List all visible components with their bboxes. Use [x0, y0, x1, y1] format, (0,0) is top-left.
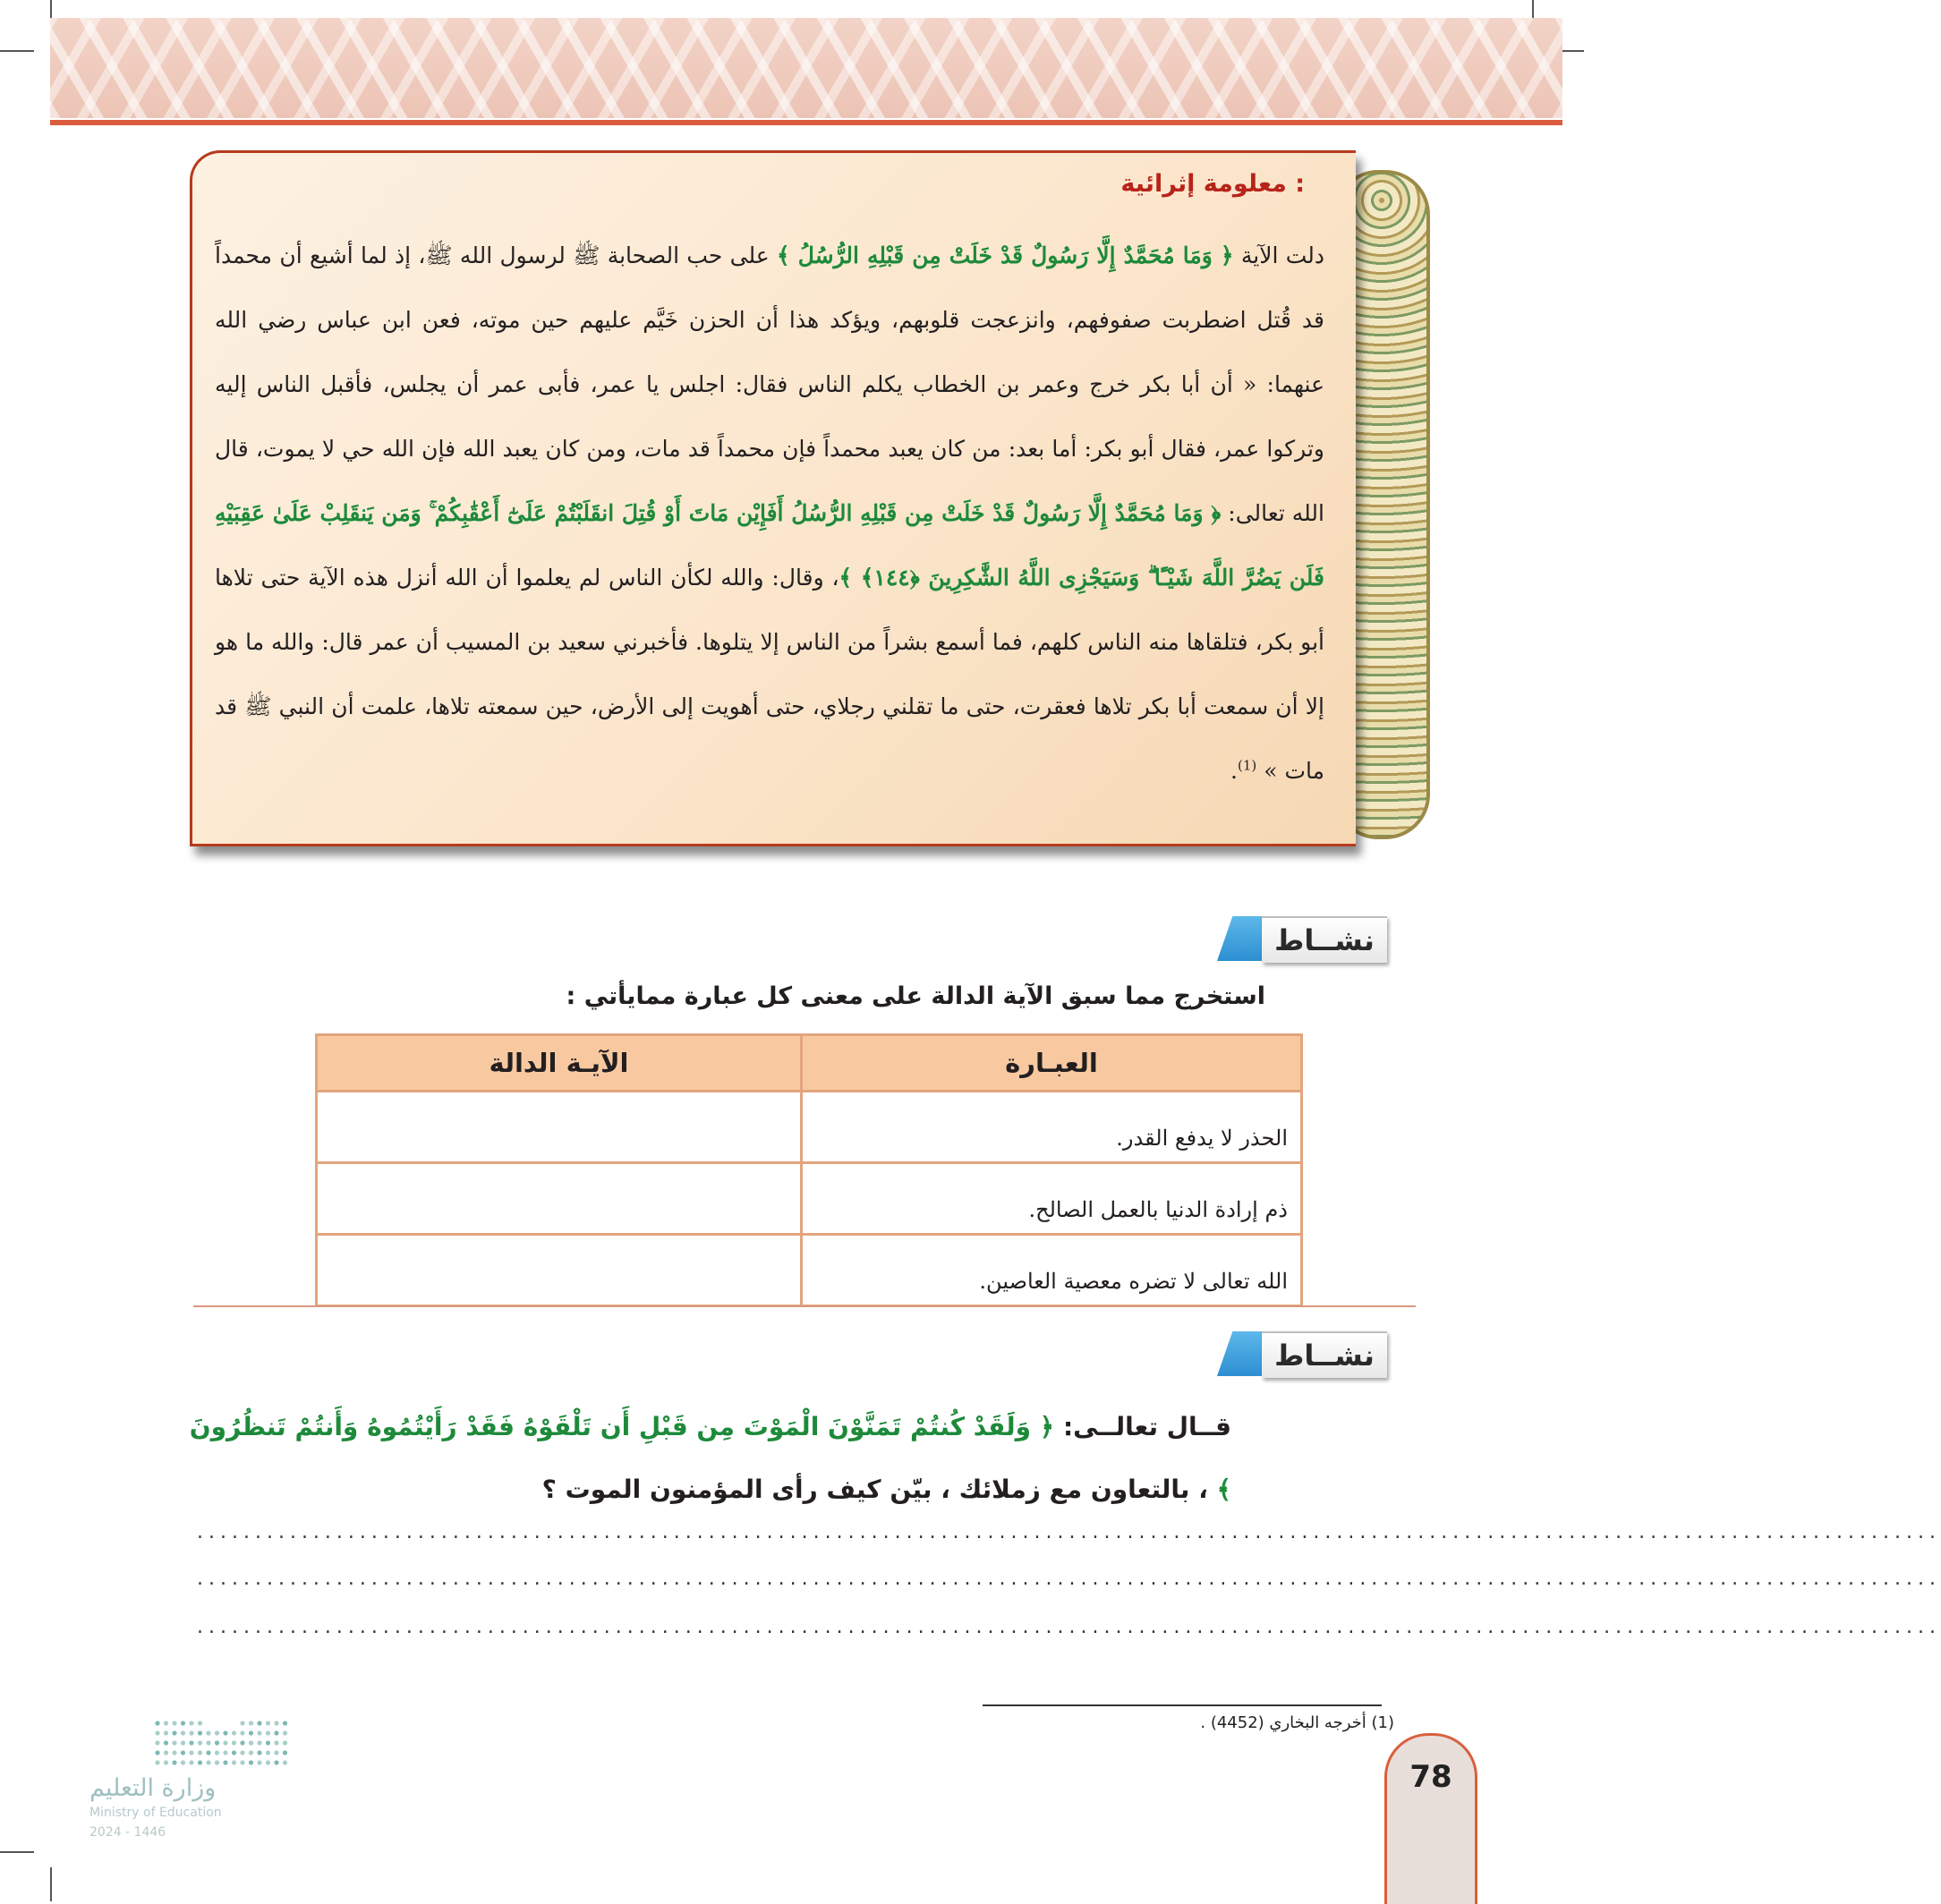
logo-dot [172, 1750, 176, 1755]
header-ornament-band [50, 18, 1562, 118]
activity-table [315, 1033, 1303, 1307]
logo-dot [198, 1750, 202, 1755]
logo-dot [283, 1760, 287, 1764]
activity-tag-label: نشــاط [1262, 916, 1387, 963]
question-ayah: ﴿ وَلَقَدْ كُنتُمْ تَمَنَّوْنَ الْمَوْتَ مِن قَبْلِ أَن تَلْقَوْهُ فَقَدْ رَأَيْتُمُوهُ وَأَنتُمْ تَنظُرُونَ ﴾ [189, 1412, 1231, 1504]
section-divider [193, 1305, 1416, 1307]
logo-dot [155, 1740, 159, 1745]
logo-dot [189, 1740, 193, 1745]
logo-dot [266, 1760, 270, 1764]
logo-dot [223, 1740, 227, 1745]
info-text: دلت الآية [1233, 242, 1324, 268]
logo-dot [181, 1730, 185, 1735]
footnote-rule [983, 1704, 1382, 1706]
table-header-row [317, 1035, 1302, 1092]
logo-dot [155, 1730, 159, 1735]
logo-dot [223, 1730, 227, 1735]
logo-dot [189, 1750, 193, 1755]
crop-mark [50, 1867, 52, 1901]
logo-dot [257, 1740, 261, 1745]
logo-dot [249, 1721, 253, 1725]
table-row [317, 1235, 1302, 1306]
answer-line[interactable]: ...................................................................................................................................................... [197, 1616, 1941, 1638]
logo-dot [155, 1760, 159, 1764]
logo-dot [274, 1760, 278, 1764]
info-box-body [215, 224, 1324, 803]
ministry-logo-icon [152, 1718, 295, 1772]
logo-dot [181, 1760, 185, 1764]
activity-tag [1217, 1331, 1387, 1376]
info-text: ، وقال: والله لكأن الناس لم يعلموا أن الله أنزل هذه الآية حتى تلاها أبو بكر، فتلقاها منه الناس كلهم، فما أسمع بشراً من الناس إلا يتلوها. فأخبرني سعيد بن المسيب أن عمر قال: والله ما هو إلا أن سمعت أبا بكر تلاها فعقرت، حتى ما تقلني رجلاي، حتى أهويت إلى الأرض، حين سمعته تلاها، علمت أن النبي ﷺ قد مات » [215, 565, 1324, 784]
answer-cell[interactable] [317, 1163, 802, 1235]
answer-cell[interactable] [317, 1092, 802, 1163]
logo-dot [172, 1730, 176, 1735]
logo-dot [189, 1730, 193, 1735]
logo-dot [283, 1721, 287, 1725]
logo-dot [198, 1721, 202, 1725]
table-row [317, 1092, 1302, 1163]
phrase-cell: الحذر لا يدفع القدر. [802, 1092, 1302, 1163]
logo-year: 2024 - 1446 [89, 1825, 166, 1840]
logo-dot [249, 1730, 253, 1735]
logo-dot [257, 1730, 261, 1735]
logo-dot [283, 1740, 287, 1745]
answer-line[interactable]: ...................................................................................................................................................... [197, 1521, 1941, 1543]
info-box-title: معلومة إثرائية : [1120, 170, 1305, 198]
activity-tag [1217, 916, 1387, 961]
logo-english-name: Ministry of Education [89, 1806, 222, 1820]
phrase-cell: الله تعالى لا تضره معصية العاصين. [802, 1235, 1302, 1306]
logo-dot [164, 1750, 168, 1755]
logo-dot [240, 1750, 244, 1755]
logo-dot [266, 1750, 270, 1755]
logo-dot [240, 1730, 244, 1735]
footnote-ref: (1) [1238, 757, 1257, 774]
logo-dot [172, 1740, 176, 1745]
logo-dot [240, 1740, 244, 1745]
logo-dot [232, 1760, 236, 1764]
question-suffix: ، بالتعاون مع زملائك ، بيّن كيف رأى المؤمنون الموت ؟ [541, 1475, 1217, 1504]
question-prefix: قــال تعالــى: [1054, 1412, 1231, 1441]
logo-dot [164, 1760, 168, 1764]
table-row [317, 1163, 1302, 1235]
logo-dot [274, 1730, 278, 1735]
info-text: . [1230, 758, 1238, 784]
logo-dot [215, 1740, 219, 1745]
logo-dot [189, 1760, 193, 1764]
activity-tag-label: نشــاط [1262, 1331, 1387, 1378]
logo-dot [215, 1730, 219, 1735]
logo-dot [164, 1730, 168, 1735]
column-header-phrase: العبـارة [802, 1035, 1302, 1092]
logo-dot [206, 1730, 210, 1735]
quran-verse: ﴿ وَمَا مُحَمَّدٌ إِلَّا رَسُولٌ قَدْ خَلَتْ مِن قَبْلِهِ الرُّسُلُ أَفَإِيْن مَاتَ أَوْ قُتِلَ انقَلَبْتُمْ عَلَىٰٓ أَعْقَٰبِكُمْ ۚ وَمَن يَنقَلِبْ عَلَىٰ عَقِبَيْهِ فَلَن يَضُرَّ اللَّهَ شَيْـًٔا ۗ وَسَيَجْزِى اللَّهُ الشَّٰكِرِينَ ﴿١٤٤﴾ ﴾ [215, 500, 1324, 591]
logo-dot [266, 1740, 270, 1745]
logo-dot [215, 1750, 219, 1755]
logo-dot [232, 1730, 236, 1735]
logo-dot [266, 1721, 270, 1725]
logo-dot [172, 1721, 176, 1725]
logo-dot [240, 1721, 244, 1725]
logo-dot [257, 1750, 261, 1755]
logo-dot [257, 1760, 261, 1764]
column-header-verse: الآيـة الدالة [317, 1035, 802, 1092]
logo-dot [232, 1740, 236, 1745]
logo-dot [198, 1740, 202, 1745]
logo-dot [181, 1750, 185, 1755]
logo-dot [223, 1750, 227, 1755]
page-number: 78 [1409, 1759, 1452, 1795]
logo-dot [206, 1760, 210, 1764]
logo-dot [181, 1721, 185, 1725]
phrase-cell: ذم إرادة الدنيا بالعمل الصالح. [802, 1163, 1302, 1235]
crop-mark [0, 1851, 34, 1853]
logo-dot [198, 1730, 202, 1735]
activity-instruction: استخرج مما سبق الآية الدالة على معنى كل عبارة ممايأتي : [566, 982, 1265, 1010]
logo-dot [249, 1750, 253, 1755]
logo-arabic-name: وزارة التعليم [89, 1774, 217, 1802]
crop-mark [0, 50, 34, 52]
activity-question [175, 1396, 1231, 1521]
logo-dot [198, 1760, 202, 1764]
logo-dot [274, 1750, 278, 1755]
answer-cell[interactable] [317, 1235, 802, 1306]
logo-dot [283, 1750, 287, 1755]
logo-dot [206, 1740, 210, 1745]
quran-verse: ﴿ وَمَا مُحَمَّدٌ إِلَّا رَسُولٌ قَدْ خَلَتْ مِن قَبْلِهِ الرُّسُلُ ﴾ [777, 242, 1234, 268]
logo-dot [274, 1740, 278, 1745]
logo-dot [283, 1730, 287, 1735]
logo-dot [223, 1760, 227, 1764]
logo-dot [249, 1760, 253, 1764]
logo-dot [249, 1740, 253, 1745]
answer-line[interactable]: ...................................................................................................................................................... [197, 1568, 1941, 1590]
logo-dot [164, 1721, 168, 1725]
info-text: على حب الصحابة ﷺ لرسول الله ﷺ، إذ لما أشيع أن محمداً قد قُتل اضطربت صفوفهم، وانزعجت قلوبهم، ويؤكد هذا أن الحزن خَيَّم عليهم حين موته، فعن ابن عباس رضي الله عنهما: « أن أبا بكر خرج وعمر بن الخطاب يكلم الناس فقال: اجلس يا عمر، فأبى عمر أن يجلس، فأقبل الناس إليه وتركوا عمر، فقال أبو بكر: أما بعد: من كان يعبد محمداً فإن محمداً قد مات، ومن كان يعبد الله فإن الله حي لا يموت، قال الله تعالى: [215, 242, 1324, 526]
logo-dot [172, 1760, 176, 1764]
logo-dot [257, 1721, 261, 1725]
logo-dot [164, 1740, 168, 1745]
logo-dot [240, 1760, 244, 1764]
logo-dot [155, 1721, 159, 1725]
logo-dot [215, 1760, 219, 1764]
footnote: (1) أخرجه البخاري (4452) . [1200, 1713, 1394, 1732]
logo-dot [206, 1750, 210, 1755]
logo-dot [155, 1750, 159, 1755]
logo-dot [232, 1750, 236, 1755]
header-rule [50, 120, 1562, 125]
logo-dot [266, 1730, 270, 1735]
logo-dot [274, 1721, 278, 1725]
logo-dot [181, 1740, 185, 1745]
logo-dot [189, 1721, 193, 1725]
